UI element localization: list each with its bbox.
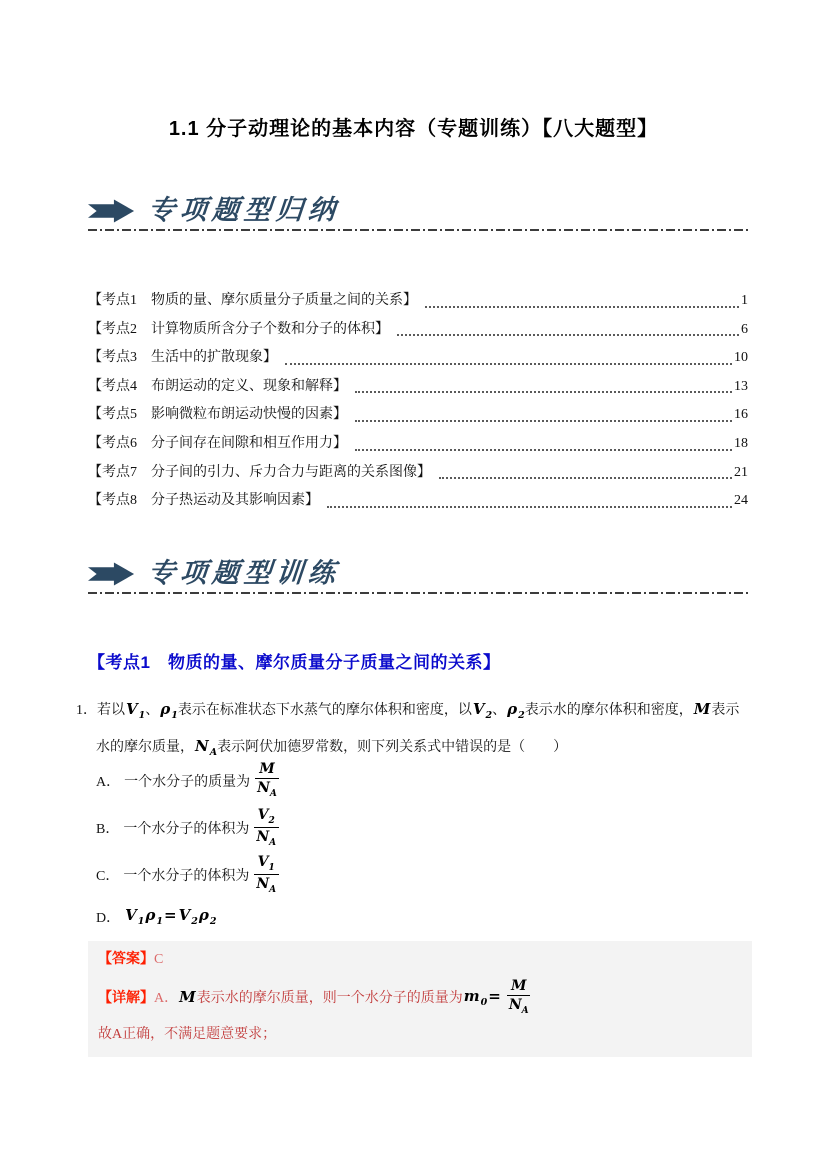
- answer-value: C: [154, 952, 164, 967]
- detail-text: 表示水的摩尔质量，则一个水分子的质量为: [196, 991, 463, 1006]
- toc-dot-leader: [327, 506, 732, 508]
- option-text: 一个水分子的体积为: [123, 868, 250, 884]
- question-text: 表示: [711, 703, 740, 718]
- answer-block: [88, 941, 752, 1053]
- section-banner-training: [88, 559, 748, 597]
- option-text: 一个水分子的质量为: [124, 774, 251, 790]
- dash-divider: [88, 592, 748, 594]
- toc-label: 【考点6 分子间存在间隙和相互作用力】: [88, 435, 347, 451]
- toc-page-number: 21: [734, 464, 748, 480]
- topic-1-heading: 【考点1 物质的量、摩尔质量分子质量之间的关系】: [88, 653, 501, 672]
- toc-dot-leader: [425, 306, 739, 308]
- math-symbol: M: [693, 700, 711, 718]
- question-text: 表示在标准状态下水蒸气的摩尔体积和密度，以: [177, 703, 472, 718]
- right-arrow-icon: [88, 198, 136, 224]
- math-symbol: $\rho_1$: [160, 700, 178, 721]
- toc-dot-leader: [439, 477, 732, 479]
- toc-dot-leader: [355, 449, 732, 451]
- option-text: 一个水分子的体积为: [123, 821, 250, 837]
- math-symbol: $N_A$: [195, 736, 218, 758]
- option-label: B．: [96, 821, 120, 837]
- right-arrow-icon: [88, 561, 136, 587]
- option-d: [96, 901, 756, 932]
- option-a: [96, 757, 756, 804]
- toc-label: 【考点5 影响微粒布朗运动快慢的因素】: [88, 407, 347, 423]
- toc-item-8[interactable]: [88, 487, 748, 516]
- toc-item-7[interactable]: [88, 459, 748, 488]
- math-symbol: $V_1$: [126, 700, 146, 721]
- section-banner-summary: [88, 196, 748, 234]
- detail-conclusion: 故A正确，不满足题意要求；: [98, 1027, 277, 1042]
- toc-label: 【考点8 分子热运动及其影响因素】: [88, 493, 319, 509]
- option-b: [96, 804, 756, 851]
- toc-dot-leader: [355, 420, 732, 422]
- option-c: [96, 851, 756, 898]
- question-number: 1．: [76, 703, 97, 718]
- answer-line: [98, 945, 742, 974]
- toc-label: 【考点2 计算物质所含分子个数和分子的体积】: [88, 321, 389, 337]
- question-line-1: [76, 694, 776, 731]
- banner-title-summary: 专项题型归纳: [146, 195, 342, 226]
- question-text: 若以: [97, 703, 125, 718]
- page-title: 1.1 分子动理论的基本内容（专题训练）【八大题型】: [168, 118, 659, 140]
- option-label: C．: [96, 868, 120, 884]
- question-text: 、: [145, 703, 160, 718]
- toc-dot-leader: [397, 334, 739, 336]
- question-text: 表示阿伏加德罗常数，则下列关系式中错误的是（ ）: [217, 739, 568, 755]
- option-formula: $V_1\rho_1= V_2\rho_2$: [125, 906, 217, 927]
- toc-page-number: 6: [741, 321, 748, 337]
- banner-title-training: 专项题型训练: [146, 558, 342, 589]
- toc-label: 【考点1 物质的量、摩尔质量分子质量之间的关系】: [88, 293, 417, 308]
- question-text: 表示水的摩尔体积和密度，: [524, 703, 693, 718]
- question-text: 水的摩尔质量，: [96, 739, 194, 755]
- toc-item-2[interactable]: [88, 316, 748, 345]
- toc-page-number: 10: [734, 350, 748, 366]
- answer-label: 【答案】: [98, 952, 154, 967]
- answer-block-strip: [88, 1053, 752, 1057]
- fraction: $\frac{V_1}{N_A}$: [252, 854, 280, 895]
- toc-page-number: 1: [741, 293, 748, 308]
- detail-option-ref: A．: [154, 991, 179, 1006]
- option-label: A．: [96, 774, 121, 790]
- question-text: 、: [492, 703, 507, 718]
- toc-label: 【考点4 布朗运动的定义、现象和解释】: [88, 378, 347, 394]
- toc-label: 【考点3 生活中的扩散现象】: [88, 350, 277, 366]
- question-1-options: [96, 757, 756, 932]
- toc-page-number: 24: [734, 493, 748, 509]
- toc-item-5[interactable]: [88, 401, 748, 430]
- toc-item-3[interactable]: [88, 344, 748, 373]
- toc-item-1[interactable]: [88, 287, 748, 316]
- dash-divider: [88, 229, 748, 231]
- math-symbol: $\rho_2$: [507, 700, 525, 721]
- fraction: $\frac{M}{N_A}$: [508, 977, 529, 1016]
- fraction: $\frac{V_2}{N_A}$: [252, 807, 280, 848]
- math-symbol: $m_0=$: [463, 986, 501, 1008]
- option-label: D．: [96, 910, 121, 926]
- table-of-contents: [88, 287, 748, 516]
- fraction: $\frac{M}{N_A}$: [257, 761, 277, 800]
- math-symbol: M: [179, 988, 196, 1006]
- toc-item-4[interactable]: [88, 373, 748, 402]
- toc-label: 【考点7 分子间的引力、斥力合力与距离的关系图像】: [88, 464, 431, 480]
- detail-line: [98, 974, 742, 1020]
- toc-item-6[interactable]: [88, 430, 748, 459]
- toc-page-number: 16: [734, 407, 748, 423]
- toc-dot-leader: [355, 391, 732, 393]
- toc-page-number: 13: [734, 378, 748, 394]
- toc-page-number: 18: [734, 435, 748, 451]
- detail-label: 【详解】: [98, 991, 154, 1006]
- math-symbol: $V_2$: [472, 700, 493, 721]
- toc-dot-leader: [285, 363, 732, 365]
